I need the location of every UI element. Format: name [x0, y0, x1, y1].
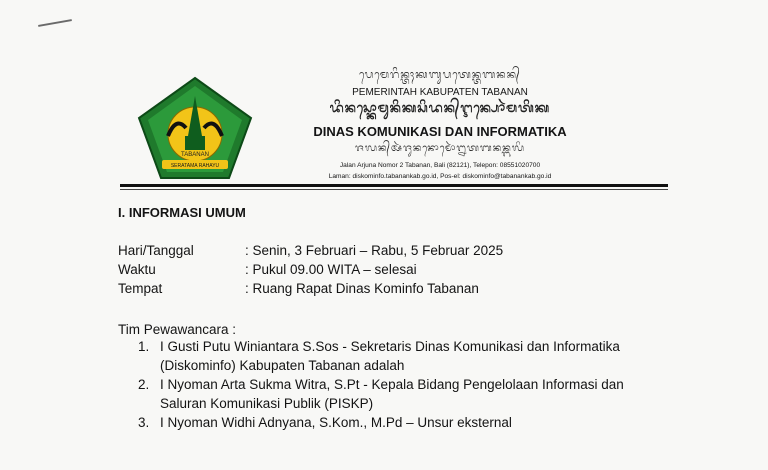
info-label: Hari/Tanggal: [118, 243, 194, 258]
department-name: DINAS KOMUNIKASI DAN INFORMATIKA: [313, 124, 567, 139]
address-line: Jalan Arjuna Nomor 2 Tabanan, Bali (82121), Telepon: 08551020700: [339, 162, 541, 169]
info-row: [118, 243, 503, 258]
info-value: : Ruang Rapat Dinas Kominfo Tabanan: [245, 281, 479, 296]
info-value: : Senin, 3 Februari – Rabu, 5 Februar 2025: [245, 243, 504, 258]
regency-logo: [136, 76, 254, 182]
info-label: Tempat: [118, 281, 163, 296]
contact-line: Laman: diskominfo.tabanankab.go.id, Pos-el: diskominfo@tabanankab.go.id: [328, 173, 552, 180]
list-number: 2.: [138, 377, 150, 392]
letterhead-rule-thin: [120, 189, 668, 190]
list-number: 1.: [138, 339, 150, 354]
balinese-script-line-3: ᬚᬮᬦ᭄ᬅᬃᬚᬸᬦᬦᭀᬫᭀᬃ᭒ᬢᬩᬦᬦ᭄ᬩᬮᬶ: [355, 143, 525, 154]
info-row: [118, 281, 479, 296]
info-label: Waktu: [118, 262, 156, 277]
section-title: I. INFORMASI UMUM: [118, 205, 246, 220]
list-item: I Nyoman Widhi Adnyana, S.Kom., M.Pd – Unsur eksternal: [160, 415, 512, 430]
list-item-continuation: (Diskominfo) Kabupaten Tabanan adalah: [160, 358, 405, 373]
panel-title: Tim Pewawancara :: [118, 322, 237, 337]
government-name: PEMERINTAH KABUPATEN TABANAN: [352, 87, 528, 98]
list-item: I Nyoman Arta Sukma Witra, S.Pt - Kepala Bidang Pengelolaan Informasi dan: [160, 377, 624, 392]
list-number: 3.: [138, 415, 150, 430]
letterhead-rule: [120, 184, 668, 187]
scan-mark: [38, 19, 72, 27]
logo-motto: SERATAMA RAHAYU: [170, 163, 220, 169]
balinese-script-line-1: ᬧᬾᬫᬾᬭᬶᬦ᭄ᬢᬄᬓᬩᬸᬧᬢᬾᬦ᭄ᬢᬩᬦᬦ᭄: [359, 68, 521, 81]
info-row: [118, 262, 417, 277]
list-item-continuation: Saluran Komunikasi Publik (PISKP): [160, 396, 374, 411]
list-item: I Gusti Putu Winiantara S.Sos - Sekretaris Dinas Komunikasi dan Informatika: [160, 339, 620, 354]
balinese-script-line-2: ᬤᬶᬦᬲ᭄ᬓᭀᬫᬸᬦᬶᬓᬲᬶᬤᬦ᭄ᬇᬦ᭄ᬧᭀᬃᬫᬢᬶᬓ: [329, 101, 551, 116]
info-value: : Pukul 09.00 WITA – selesai: [245, 262, 417, 277]
logo-caption: TABANAN: [181, 152, 209, 158]
letterhead: [290, 66, 590, 181]
